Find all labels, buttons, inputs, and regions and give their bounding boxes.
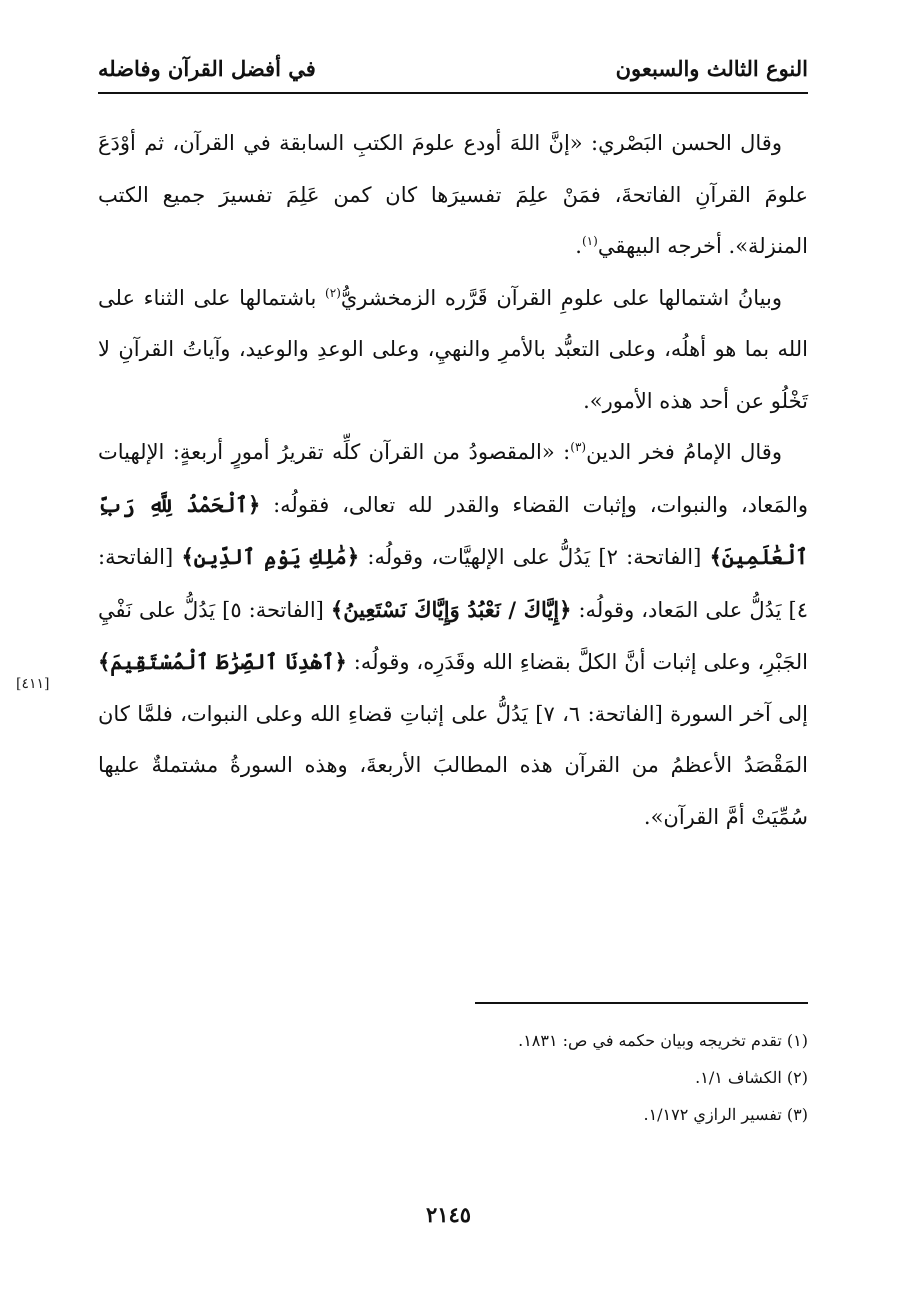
chapter-title: النوع الثالث والسبعون [615,55,808,81]
footnote-ref-2: (٢) [325,285,341,300]
footnotes [98,1022,808,1133]
quran-verse-ihdina: ﴿ٱهْدِنَا ٱلصِّرَٰطَ ٱلْمُسْتَقِيمَ﴾ [98,649,347,674]
footnote-3: (٣) تفسير الرازي ١/١٧٢. [643,1105,808,1124]
footnote-2: (٢) الكشاف ١/١. [695,1068,808,1087]
page-number: ٢١٤٥ [425,1202,472,1227]
main-text [98,118,808,843]
quran-verse-malik: ﴿مَٰلِكِ يَوْمِ ٱلدِّينِ﴾ [181,544,360,569]
footnote-ref-3: (٣) [570,440,587,454]
margin-page-marker: [٤١١] [16,676,50,692]
footnote-1: (١) تقدم تخريجه وبيان حكمه في ص: ١٨٣١. [518,1031,808,1050]
footnote-divider [475,1002,808,1004]
quran-verse-iyyaka: ﴿إِيَّاكَ / نَعْبُدُ وَإِيَّاكَ نَسْتَعِينُ﴾ [330,596,572,622]
paragraph-hasan-basri: وقال الحسن البَصْري: «إنَّ اللهَ أودع علومَ الكتبِ السابقة في القرآن، ثم أوْدَعَ علومَ القرآنِ الفاتحةَ، فمَنْ علِمَ تفسيرَها كان كمن عَلِمَ تفسيرَ جميع الكتب المنزلة». أخرجه البيهقي$^{(١)}$. [98,131,808,258]
paragraph-zamakhshari: وبيانُ اشتمالها على علومِ القرآن قَرَّره الزمخشريُّ$^{(٢)}$ باشتمالها على الثناء على الله بما هو أهلُه، وعلى التعبُّد بالأمرِ والنهيِ، وعلى الوعدِ والوعيد، وآياتُ القرآنِ لا تَخْلُو عن أحد هذه الأمور». [98,285,808,413]
header-divider [98,92,808,94]
quran-verse-hamd: ﴿ٱلْحَمْدُ لِلَّهِ رَبِّ ٱلْعَٰلَمِينَ﴾ [98,491,808,569]
footnote-ref-1: (١) [581,234,598,248]
section-title: في أفضل القرآن وفاضله [98,55,316,81]
paragraph-fakhr-al-din: وقال الإمامُ فخر الدين$^{(٣)}$: «المقصودُ من القرآن كلِّه تقريرُ أمورٍ أربعةٍ: الإلهيات والمَعاد، والنبوات، وإثبات القضاء والقدر لله تعالى، فقولُه: ﴿ٱلْحَمْدُ لِلَّهِ رَبِّ ٱلْعَٰلَمِينَ﴾ [الفاتحة: ٢] يَدُلُّ على الإلهيَّات، وقولُه: ﴿مَٰلِكِ يَوْمِ ٱلدِّينِ﴾ [الفاتحة: ٤] يَدُلُّ على المَعاد، وقولُه: ﴿إِيَّاكَ / نَعْبُدُ وَإِيَّاكَ نَسْتَعِينُ﴾ [الفاتحة: ٥] يَدُلُّ على نَفْيِ الجَبْرِ، وعلى إثبات أنَّ الكلَّ بقضاءِ الله وقَدَرِه، وقولُه: ﴿ٱهْدِنَا ٱلصِّرَٰطَ ٱلْمُسْتَقِيمَ﴾ إلى آخر السورة [الفاتحة: ٦، ٧] يَدُلُّ على إثباتِ قضاءِ الله وعلى النبوات، فلمَّا كان المَقْصَدُ الأعظمُ من القرآن هذه المطالبَ الأربعةَ، وهذه السورةُ مشتملةٌ عليها سُمِّيَتْ أمَّ القرآن». [98,440,808,829]
running-header [98,48,808,88]
